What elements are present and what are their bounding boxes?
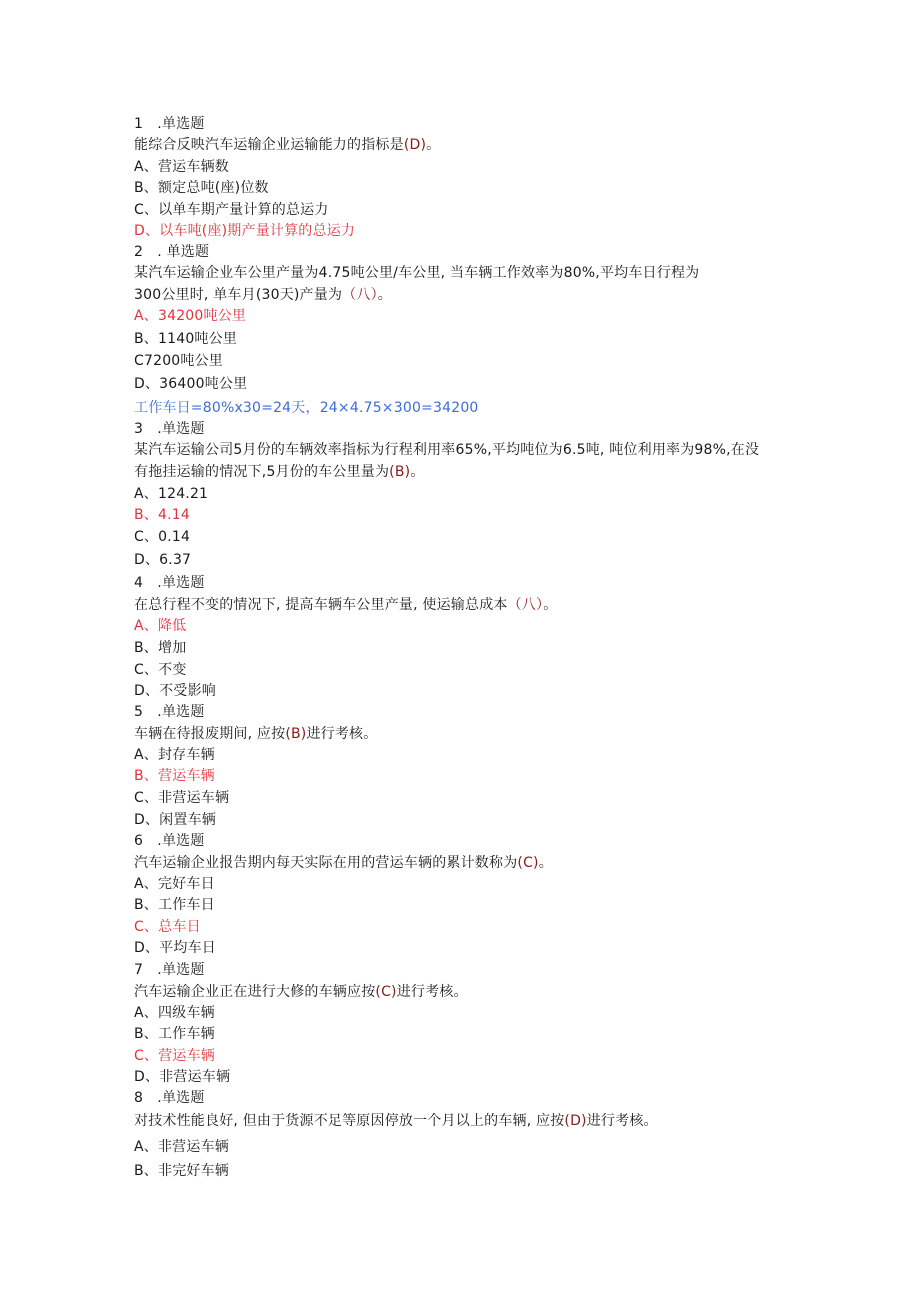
text-line (134, 1004, 215, 1022)
text-line (134, 639, 186, 657)
text-line (134, 854, 553, 872)
text-line (134, 832, 205, 850)
text-line (134, 1089, 205, 1107)
text-segment: D、闲置车辆 (134, 812, 216, 828)
text-segment: 1 .单选题 (134, 116, 205, 132)
text-line (134, 682, 216, 700)
answer-marker: （八） (507, 597, 544, 613)
text-segment: A、封存车辆 (134, 747, 215, 763)
text-line (134, 725, 377, 743)
text-line (134, 330, 237, 348)
text-line (134, 703, 205, 721)
text-segment: D、非营运车辆 (134, 1069, 231, 1085)
text-segment: B、工作车辆 (134, 1026, 215, 1042)
text-segment: 2 . 单选题 (134, 244, 210, 260)
text-segment: A、四级车辆 (134, 1005, 215, 1021)
text-segment: 3 .单选题 (134, 421, 205, 437)
text-line (134, 399, 479, 417)
text-line (134, 1047, 215, 1065)
text-line (134, 617, 186, 635)
answer-marker: (B) (285, 726, 307, 742)
text-segment: 。 (426, 137, 441, 153)
text-line (134, 243, 209, 261)
text-segment: 车辆在待报废期间, 应按 (134, 726, 286, 742)
correct-option: B、营运车辆 (134, 768, 215, 784)
text-segment: 进行考核。 (396, 984, 468, 1000)
text-segment: 能综合反映汽车运输企业运输能力的指标是 (134, 137, 404, 153)
correct-option: D、以车吨(座)期产量计算的总运力 (134, 223, 356, 239)
text-line (134, 875, 215, 893)
text-line (134, 307, 246, 325)
text-segment: B、增加 (134, 640, 187, 656)
text-segment: A、124.21 (134, 486, 209, 502)
text-segment: 。 (410, 464, 425, 480)
correct-option: A、降低 (134, 618, 187, 634)
text-segment: 在总行程不变的情况下, 提高车辆车公里产量, 使运输总成本 (134, 597, 508, 613)
text-line (134, 551, 191, 569)
answer-marker: （八） (342, 287, 378, 303)
text-segment: A、营运车辆数 (134, 159, 229, 175)
text-line (134, 264, 699, 282)
text-line (134, 574, 205, 592)
text-line (134, 528, 190, 546)
text-line (134, 352, 223, 370)
text-segment: 某汽车运输企业车公里产量为4.75吨公里/车公里, 当车辆工作效率为80%,平均车日行程为 (134, 265, 700, 281)
answer-marker: (D) (564, 1113, 587, 1129)
text-segment: 6 .单选题 (134, 833, 205, 849)
text-segment: 有拖挂运输的情况下,5月份的车公里量为 (134, 464, 390, 480)
correct-option: C、总车日 (134, 919, 201, 935)
text-segment: C、0.14 (134, 529, 191, 545)
text-segment: 进行考核。 (586, 1113, 658, 1129)
text-segment: A、完好车日 (134, 876, 215, 892)
text-segment: B、1140吨公里 (134, 331, 238, 347)
text-line (134, 1112, 658, 1130)
text-segment: D、不受影响 (134, 683, 216, 699)
text-segment: 进行考核。 (306, 726, 378, 742)
text-line (134, 441, 759, 459)
text-segment: 汽车运输企业报告期内每天实际在用的营运车辆的累计数称为 (134, 855, 518, 871)
text-line (134, 375, 247, 393)
text-line (134, 896, 215, 914)
text-line (134, 939, 216, 957)
text-segment: C7200吨公里 (134, 353, 224, 369)
text-line (134, 661, 187, 679)
text-segment: 300公里时, 单车月(30天)产量为 (134, 287, 343, 303)
text-segment: 5 .单选题 (134, 704, 205, 720)
text-line (134, 789, 229, 807)
text-line (134, 811, 216, 829)
solution-note: 工作车日=80%x30=24天，24×4.75×300=34200 (134, 400, 479, 416)
text-line (134, 746, 215, 764)
answer-marker: (D) (403, 137, 427, 153)
correct-option: B、4.14 (134, 507, 190, 523)
text-segment: C、不变 (134, 662, 187, 678)
text-line (134, 1025, 215, 1043)
text-line (134, 1162, 229, 1180)
text-line (134, 420, 205, 438)
text-segment: B、额定总吨(座)位数 (134, 180, 269, 196)
text-segment: B、非完好车辆 (134, 1163, 230, 1179)
text-segment: D、平均车日 (134, 940, 216, 956)
text-line (134, 1138, 229, 1156)
text-line (134, 179, 269, 197)
text-line (134, 485, 208, 503)
text-segment: 4 .单选题 (134, 575, 205, 591)
text-segment: 汽车运输企业正在进行大修的车辆应按 (134, 984, 376, 1000)
text-segment: B、工作车日 (134, 897, 215, 913)
text-line (134, 222, 355, 240)
text-segment: C、非营运车辆 (134, 790, 230, 806)
correct-option: C、营运车辆 (134, 1048, 215, 1064)
text-segment: C、以单车期产量计算的总运力 (134, 202, 329, 218)
text-segment: 7 .单选题 (134, 962, 205, 978)
text-segment: 对技术性能良好, 但由于货源不足等原因停放一个月以上的车辆, 应按 (134, 1113, 565, 1129)
text-segment: D、6.37 (134, 552, 192, 568)
text-line (134, 983, 468, 1001)
text-segment: 。 (377, 287, 392, 303)
answer-marker: (C) (375, 984, 397, 1000)
text-line (134, 158, 229, 176)
answer-marker: (B) (389, 464, 411, 480)
text-line (134, 506, 190, 524)
text-segment: 某汽车运输公司5月份的车辆效率指标为行程利用率65%,平均吨位为6.5吨, 吨位利用率为98%,在没 (134, 442, 760, 458)
text-line (134, 201, 329, 219)
text-segment: 8 .单选题 (134, 1090, 205, 1106)
text-segment: 。 (538, 855, 553, 871)
text-segment: A、非营运车辆 (134, 1139, 229, 1155)
text-line (134, 961, 205, 979)
correct-option: A、34200吨公里 (134, 308, 247, 324)
text-segment: D、36400吨公里 (134, 376, 248, 392)
answer-marker: (C) (517, 855, 539, 871)
text-segment: 。 (543, 597, 558, 613)
text-line (134, 596, 557, 614)
text-line (134, 136, 440, 154)
text-line (134, 1068, 230, 1086)
text-line (134, 918, 201, 936)
text-line (134, 767, 215, 785)
text-line (134, 115, 205, 133)
text-line (134, 463, 425, 481)
text-line (134, 286, 392, 304)
